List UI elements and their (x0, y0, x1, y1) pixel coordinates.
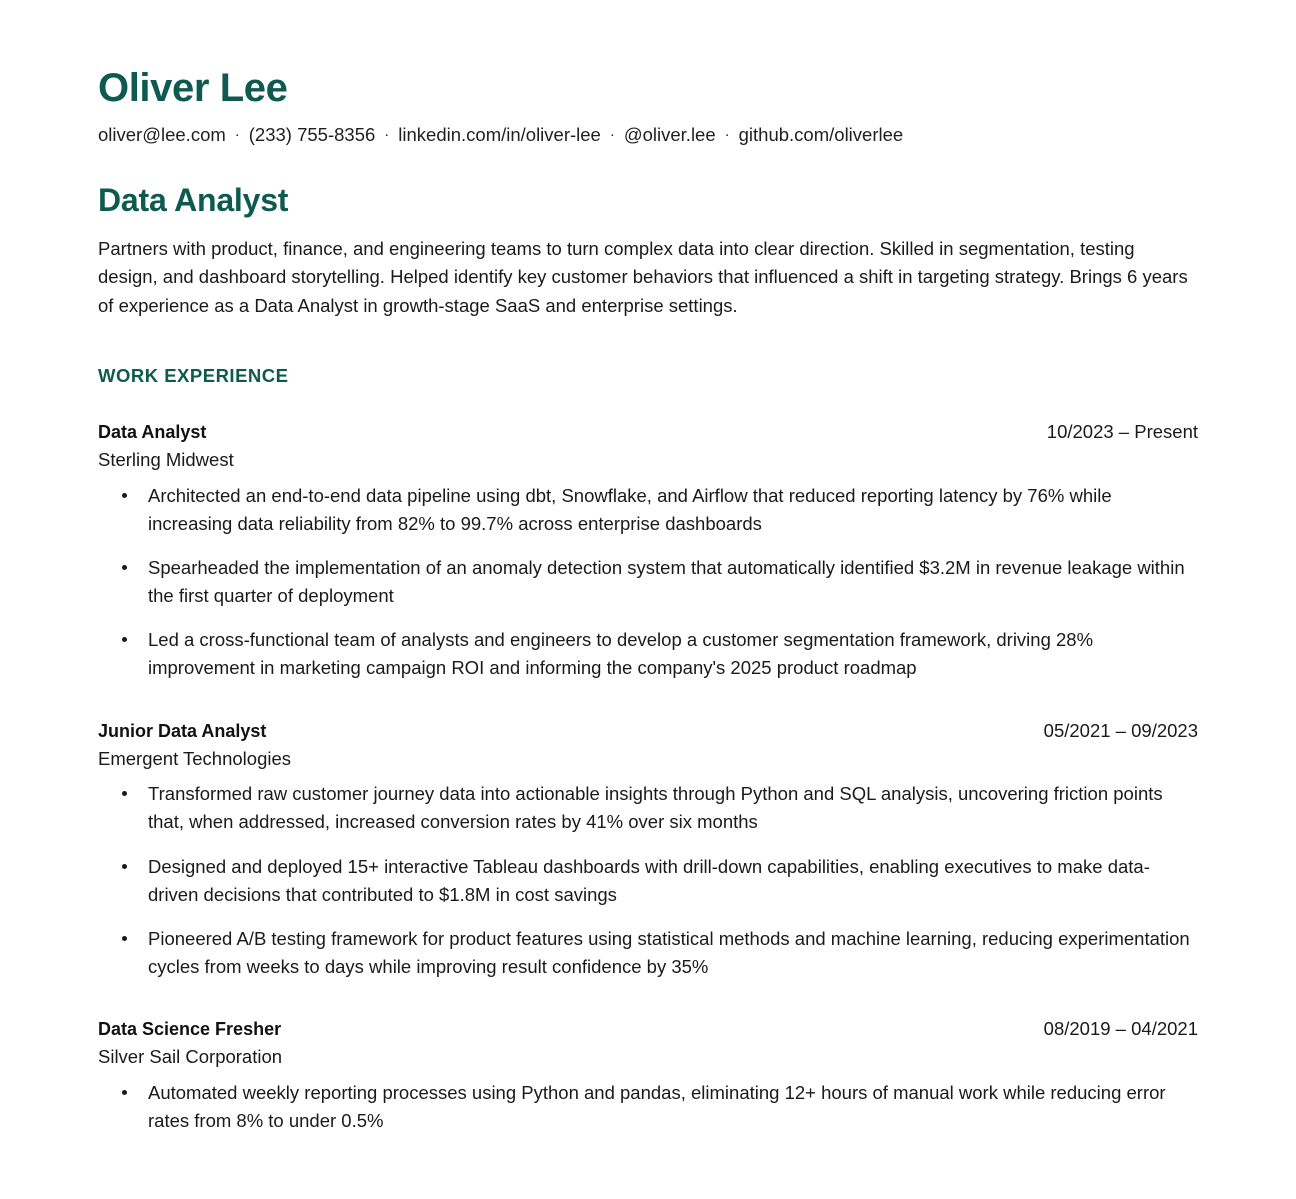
contact-separator: · (724, 125, 730, 143)
sections-container (98, 365, 1198, 1135)
contact-item[interactable]: github.com/oliverlee (738, 123, 904, 145)
job-bullets (98, 1079, 1198, 1135)
job-company: Emergent Technologies (98, 747, 292, 769)
job-bullet: Pioneered A/B testing framework for product features using statistical methods and machine learning, reducing experimentation cycles from weeks to days while improving result confidence by 35% (98, 925, 1198, 981)
candidate-name: Oliver Lee (98, 66, 288, 110)
job-bullet: Transformed raw customer journey data into actionable insights through Python and SQL analysis, uncovering friction points that, when addressed, increased conversion rates by 41% over six months (98, 780, 1198, 836)
job-bullets (98, 482, 1198, 683)
job-title: Junior Data Analyst (98, 720, 267, 741)
contact-item[interactable]: @oliver.lee (623, 123, 716, 145)
section-heading: WORK EXPERIENCE (98, 365, 289, 387)
job-bullet: Architected an end-to-end data pipeline using dbt, Snowflake, and Airflow that reduced reporting latency by 76% while increasing data reliability from 82% to 99.7% across enterprise dashboards (98, 482, 1198, 538)
job-entry (98, 1015, 1198, 1135)
contact-line (98, 123, 1198, 148)
profile-summary: Partners with product, finance, and engineering teams to turn complex data into clear direction. Skilled in segmentation, testing design, and dashboard storytelling. Helped identify key customer behaviors that influenced a shift in targeting strategy. Brings 6 years of experience as a Data Analyst in growth-stage SaaS and enterprise settings. (98, 237, 1188, 317)
contact-separator: · (384, 125, 390, 143)
contact-item[interactable]: (233) 755-8356 (248, 123, 376, 145)
job-bullet: Automated weekly reporting processes using Python and pandas, eliminating 12+ hours of manual work while reducing error rates from 8% to under 0.5% (98, 1079, 1198, 1135)
job-dates: 08/2019 – 04/2021 (1043, 1017, 1198, 1039)
contact-item[interactable]: oliver@lee.com (98, 123, 226, 145)
job-header (98, 717, 1198, 745)
job-bullets (98, 780, 1198, 981)
contact-separator: · (234, 125, 240, 143)
job-bullet: Led a cross-functional team of analysts and engineers to develop a customer segmentation framework, driving 28% improvement in marketing campaign ROI and informing the company's 2025 product roadmap (98, 626, 1198, 682)
resume-section (98, 365, 1198, 1135)
job-title: Data Science Fresher (98, 1018, 282, 1039)
job-header (98, 1015, 1198, 1043)
job-company: Sterling Midwest (98, 449, 234, 471)
job-entry (98, 717, 1198, 981)
contact-item[interactable]: linkedin.com/in/oliver-lee (398, 123, 601, 145)
candidate-headline: Data Analyst (98, 181, 289, 218)
job-bullet: Designed and deployed 15+ interactive Tableau dashboards with drill-down capabilities, enabling executives to make data-driven decisions that contributed to $1.8M in cost savings (98, 853, 1198, 909)
job-title: Data Analyst (98, 422, 207, 443)
job-company: Silver Sail Corporation (98, 1045, 283, 1067)
job-dates: 10/2023 – Present (1046, 421, 1198, 443)
job-bullet: Spearheaded the implementation of an anomaly detection system that automatically identified $3.2M in revenue leakage within the first quarter of deployment (98, 554, 1198, 610)
job-header (98, 418, 1198, 446)
job-dates: 05/2021 – 09/2023 (1043, 719, 1198, 741)
job-entry (98, 418, 1198, 682)
contact-separator: · (609, 125, 615, 143)
